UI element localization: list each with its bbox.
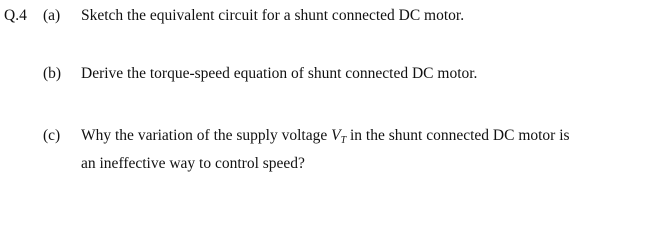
part-a-label: (a)	[43, 7, 61, 24]
part-c-text-line2: an ineffective way to control speed?	[81, 155, 305, 172]
part-c-label: (c)	[43, 127, 61, 144]
question-number: Q.4	[4, 7, 27, 24]
supply-voltage-symbol-subscript: T	[340, 135, 347, 146]
part-b-text: Derive the torque-speed equation of shunt connected DC motor.	[81, 65, 478, 82]
part-c-text-before: Why the variation of the supply voltage	[81, 127, 332, 144]
supply-voltage-symbol	[331, 127, 346, 144]
part-c-text-after: in the shunt connected DC motor is	[346, 127, 570, 144]
part-b-label: (b)	[43, 65, 62, 82]
supply-voltage-symbol-main: V	[331, 127, 341, 144]
part-c-text-line1	[81, 127, 570, 145]
part-a-text: Sketch the equivalent circuit for a shunt connected DC motor.	[81, 7, 465, 24]
